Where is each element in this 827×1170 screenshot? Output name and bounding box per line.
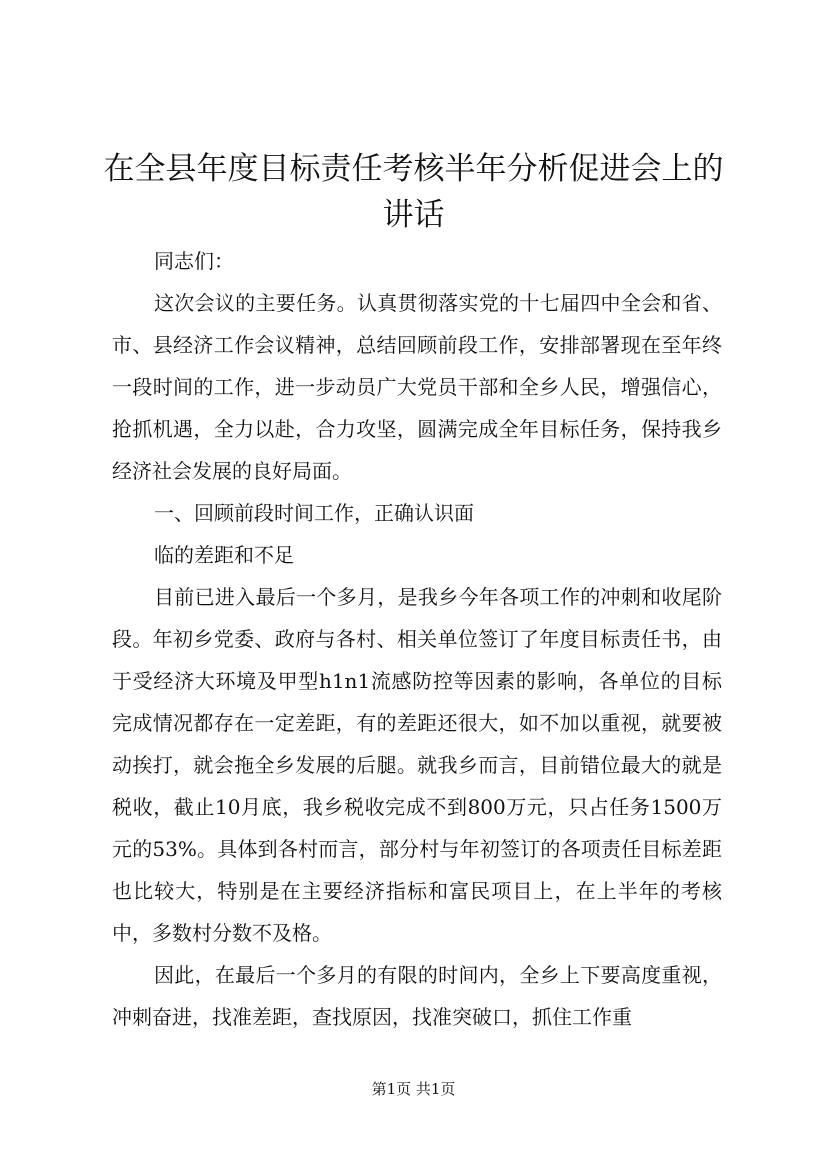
section-heading-line-1: 一、回顾前段时间工作，正确认识面	[154, 501, 474, 525]
meeting-task-paragraph: 这次会议的主要任务。认真贯彻落实党的十七届四中全会和省、市、县经济工作会议精神，总结回顾前段工作，安排部署现在至年终一段时间的工作，进一步动员广大党员干部和全乡人民，增强信心，抢抓机遇，全力以赴，合力攻坚，圆满完成全年目标任务，保持我乡经济社会发展的良好局面。	[112, 291, 722, 483]
conclusion-paragraph: 因此，在最后一个多月的有限的时间内，全乡上下要高度重视，冲刺奋进，找准差距，查找原因，找准突破口，抓住工作重	[112, 963, 722, 1029]
progress-review-paragraph: 目前已进入最后一个多月，是我乡今年各项工作的冲刺和收尾阶段。年初乡党委、政府与各村、相关单位签订了年度目标责任书，由于受经济大环境及甲型h1n1流感防控等因素的影响，各单位的目标完成情况都存在一定差距，有的差距还很大，如不加以重视，就要被动挨打，就会拖全乡发展的后腿。就我乡而言，目前错位最大的就是税收，截止10月底，我乡税收完成不到800万元，只占任务1500万元的53%。具体到各村而言，部分村与年初签订的各项责任目标差距也比较大，特别是在主要经济指标和富民项目上，在上半年的考核中，多数村分数不及格。	[112, 585, 722, 945]
salutation-paragraph: 同志们：	[154, 249, 234, 273]
page-footer: 第1页 共1页	[371, 1080, 456, 1098]
section-heading-line-2: 临的差距和不足	[154, 543, 294, 567]
document-body	[112, 240, 722, 1038]
document-title: 在全县年度目标责任考核半年分析促进会上的讲话	[103, 151, 724, 233]
